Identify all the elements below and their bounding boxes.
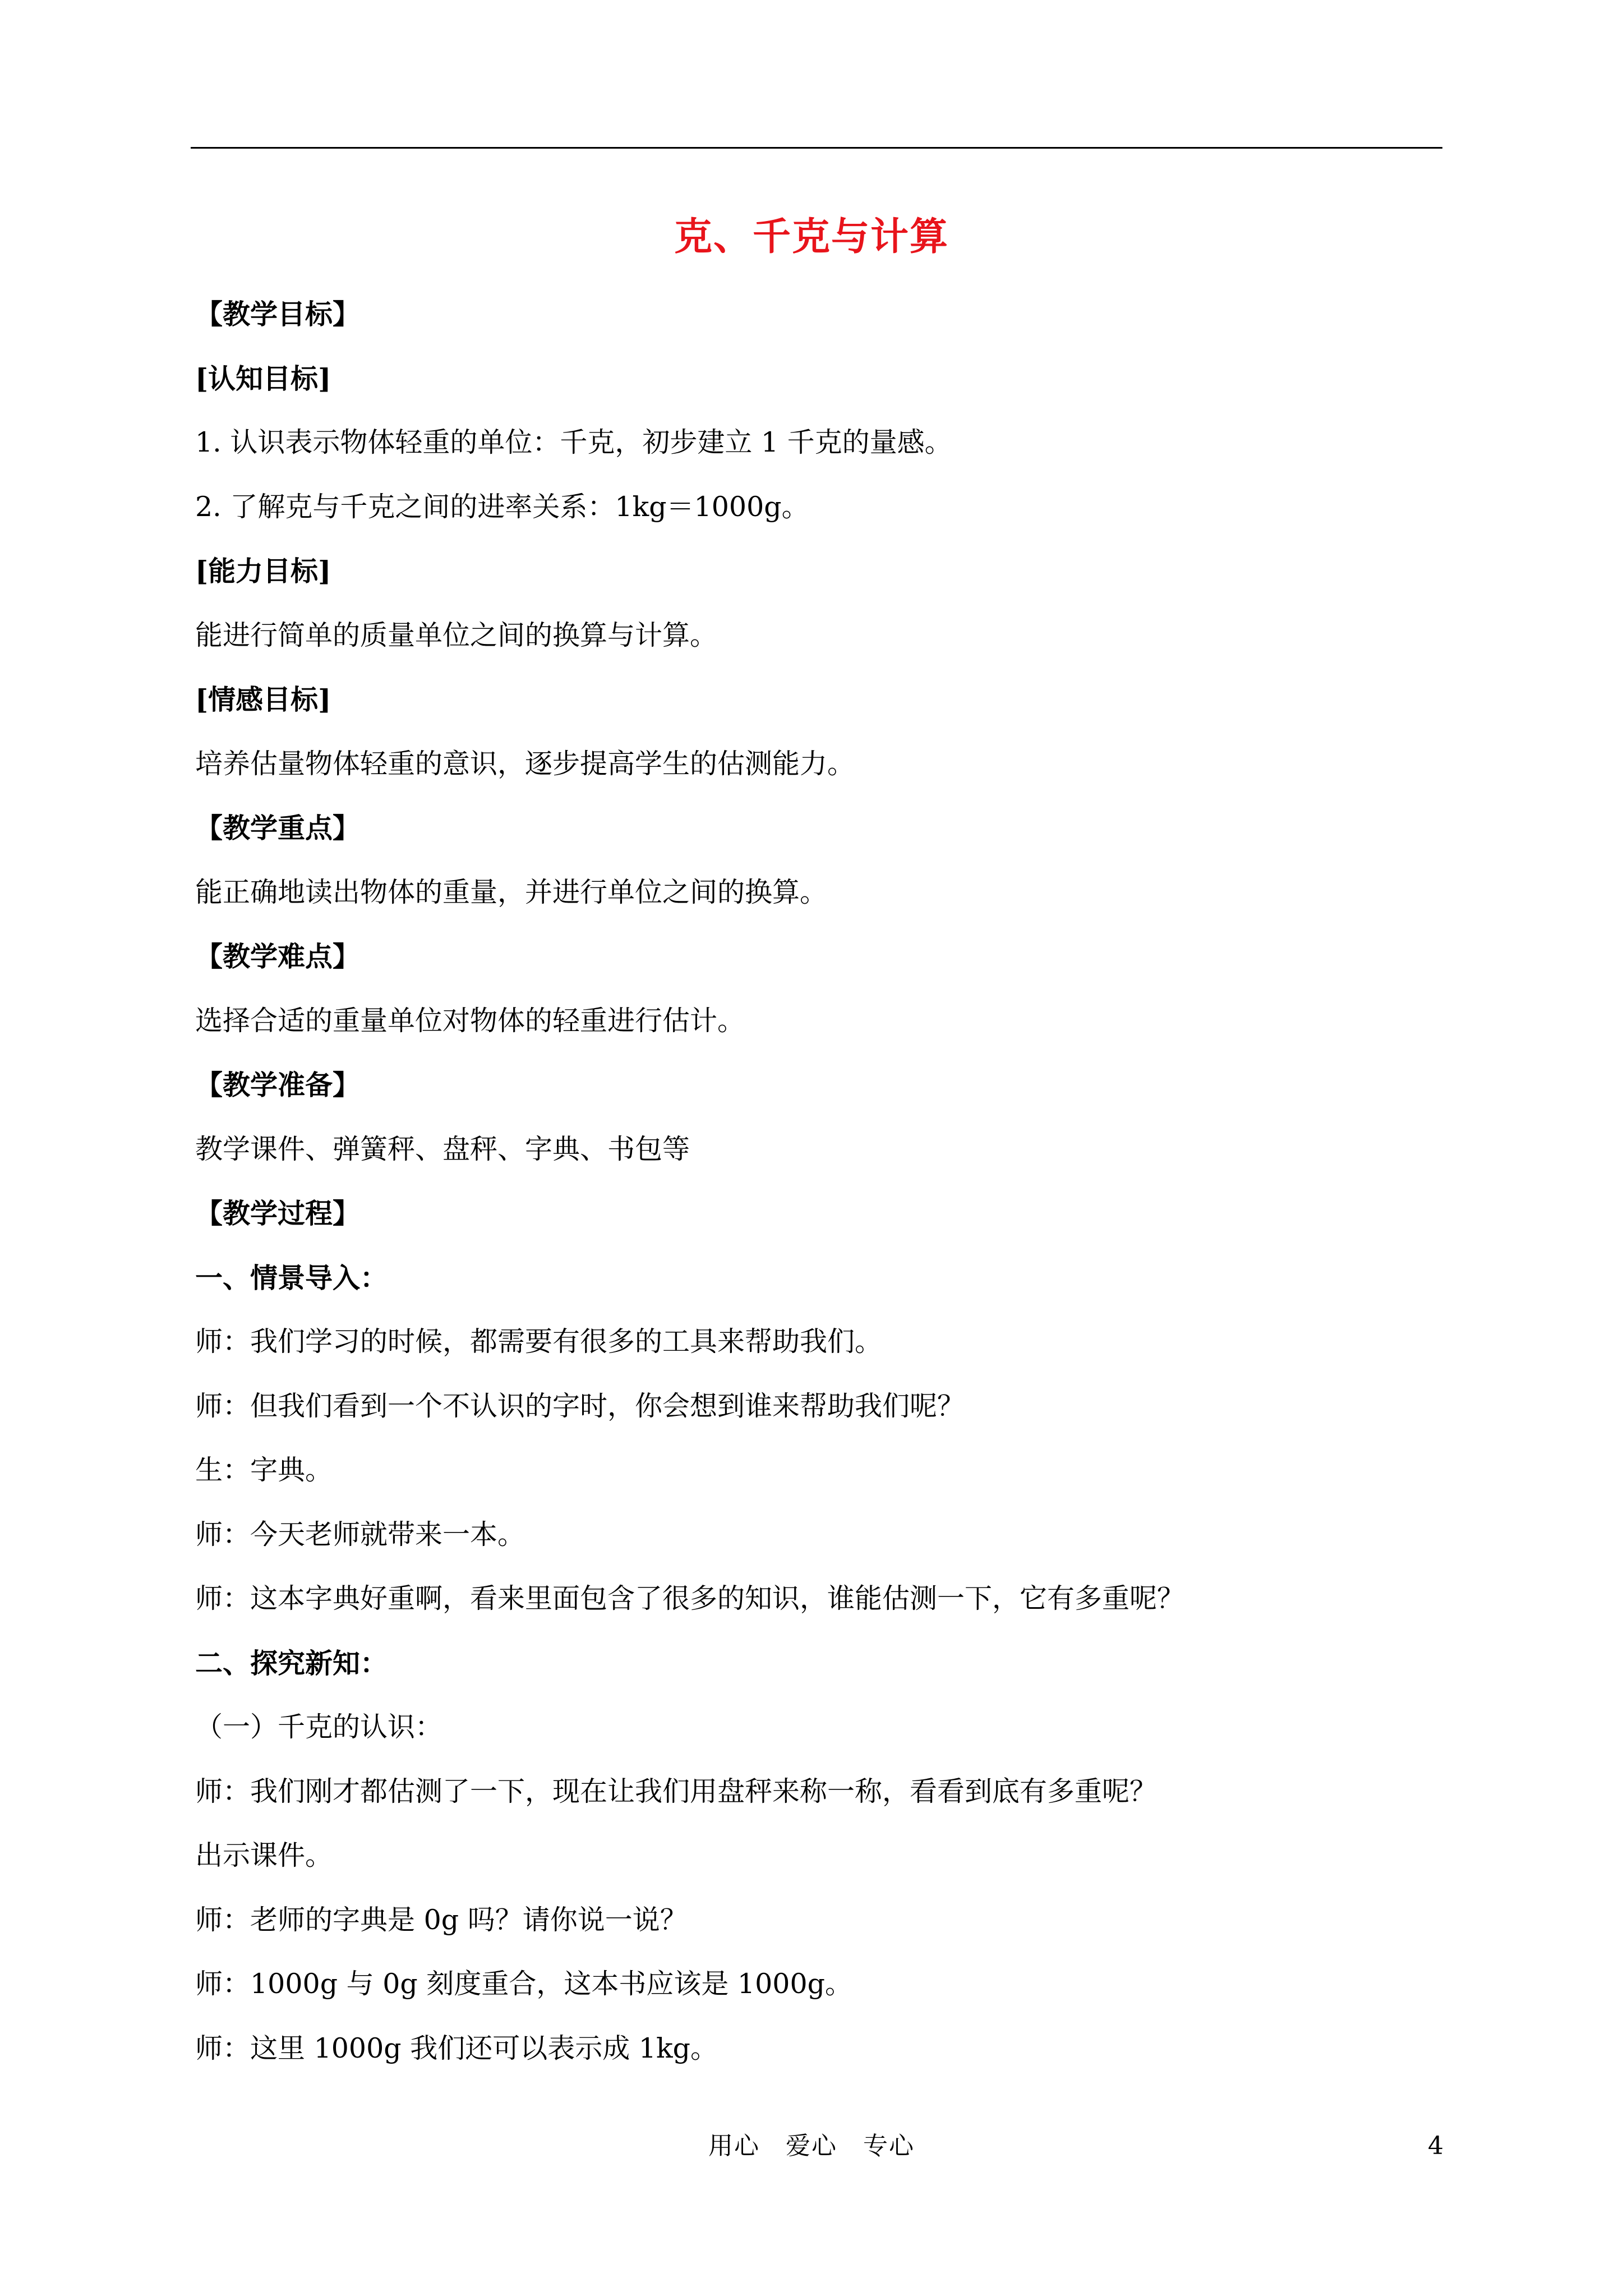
text-line: 【教学难点】	[195, 940, 361, 973]
text-line: 教学课件、弹簧秤、盘秤、字典、书包等	[195, 1133, 690, 1165]
header-rule	[191, 147, 1442, 149]
text-line: 师：老师的字典是 0g 吗？请你说一说？	[195, 1903, 688, 1936]
page-footer: 用心 爱心 专心	[708, 2132, 915, 2160]
page-number: 4	[1428, 2132, 1444, 2160]
text-line: 生：字典。	[195, 1454, 333, 1486]
text-line: [情感目标]	[195, 683, 331, 716]
text-line: 【教学过程】	[195, 1197, 361, 1230]
text-line: 能进行简单的质量单位之间的换算与计算。	[195, 619, 718, 651]
text-line: （一）千克的认识：	[195, 1711, 443, 1743]
text-line: [认知目标]	[195, 362, 331, 395]
text-line: [能力目标]	[195, 555, 331, 587]
text-line: 二、探究新知：	[195, 1646, 388, 1680]
text-line: 师：我们刚才都估测了一下，现在让我们用盘秤来称一称，看看到底有多重呢？	[195, 1775, 1158, 1807]
text-line: 【教学重点】	[195, 812, 361, 844]
document-title: 克、千克与计算	[674, 214, 949, 259]
text-line: 出示课件。	[195, 1839, 333, 1871]
document-body	[195, 287, 1446, 2086]
text-line: 2. 了解克与千克之间的进率关系：1kg＝1000g。	[195, 490, 809, 523]
text-line: 师：1000g 与 0g 刻度重合，这本书应该是 1000g。	[195, 1968, 852, 2000]
text-line: 培养估量物体轻重的意识，逐步提高学生的估测能力。	[195, 747, 855, 780]
text-line: 选择合适的重量单位对物体的轻重进行估计。	[195, 1004, 745, 1037]
text-line: 【教学准备】	[195, 1069, 361, 1101]
text-line: 师：这本字典好重啊，看来里面包含了很多的知识，谁能估测一下，它有多重呢？	[195, 1582, 1185, 1614]
text-line: 师：我们学习的时候，都需要有很多的工具来帮助我们。	[195, 1326, 883, 1358]
text-line: 师：但我们看到一个不认识的字时，你会想到谁来帮助我们呢？	[195, 1389, 965, 1422]
text-line: 一、情景导入：	[195, 1261, 388, 1294]
text-line: 师：今天老师就带来一本。	[195, 1518, 525, 1550]
text-line: 1. 认识表示物体轻重的单位：千克，初步建立 1 千克的量感。	[195, 426, 952, 458]
text-line: 【教学目标】	[195, 298, 361, 330]
text-line: 能正确地读出物体的重量，并进行单位之间的换算。	[195, 876, 828, 908]
text-line: 师：这里 1000g 我们还可以表示成 1kg。	[195, 2032, 718, 2064]
